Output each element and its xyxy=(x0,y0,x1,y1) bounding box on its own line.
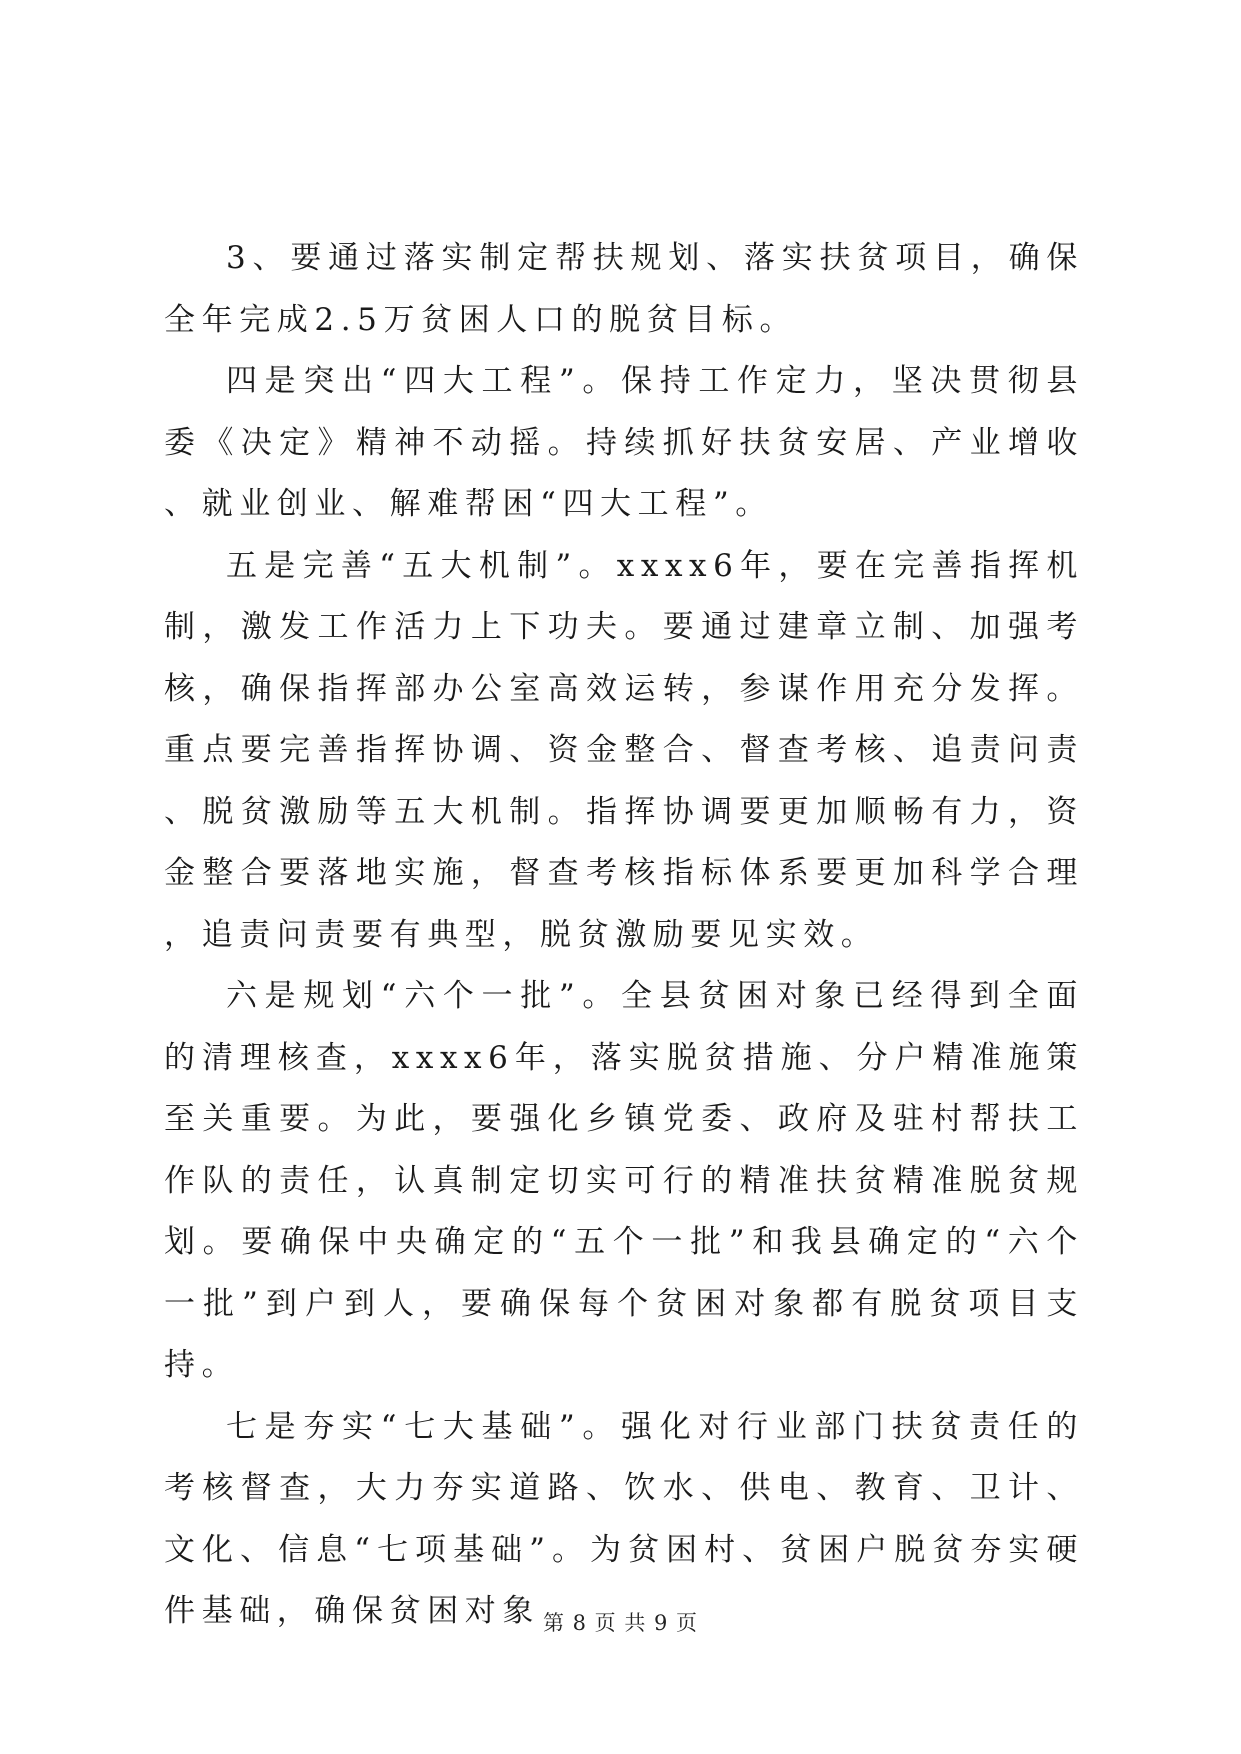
page-footer: 第 8 页 共 9 页 xyxy=(542,1611,699,1635)
paragraph-six-batches: 六是规划“六个一批”。全县贫困对象已经得到全面的清理核查，xxxx6年，落实脱贫措施、分户精准施策至关重要。为此，要强化乡镇党委、政府及驻村帮扶工作队的责任，认真制定切实可行的精准扶贫精准脱贫规划。要确保中央确定的“五个一批”和我县确定的“六个一批”到户到人，要确保每个贫困对象都有脱贫项目支持。 xyxy=(164,978,1084,1383)
paragraph-goal: 3、要通过落实制定帮扶规划、落实扶贫项目，确保全年完成2.5万贫困人口的脱贫目标。 xyxy=(164,240,1084,338)
paragraph-seven-foundations: 七是夯实“七大基础”。强化对行业部门扶贫责任的考核督查，大力夯实道路、饮水、供电、教育、卫计、文化、信息“七项基础”。为贫困村、贫困户脱贫夯实硬件基础，确保贫困对象 xyxy=(164,1408,1084,1629)
body-text xyxy=(164,228,1084,1643)
paragraph-five-mechanisms: 五是完善“五大机制”。xxxx6年，要在完善指挥机制，激发工作活力上下功夫。要通过建章立制、加强考核，确保指挥部办公室高效运转，参谋作用充分发挥。重点要完善指挥协调、资金整合、督查考核、追责问责、脱贫激励等五大机制。指挥协调要更加顺畅有力，资金整合要落地实施，督查考核指标体系要更加科学合理，追责问责要有典型，脱贫激励要见实效。 xyxy=(164,547,1084,953)
paragraph-four-projects: 四是突出“四大工程”。保持工作定力，坚决贯彻县委《决定》精神不动摇。持续抓好扶贫安居、产业增收、就业创业、解难帮困“四大工程”。 xyxy=(164,363,1084,522)
